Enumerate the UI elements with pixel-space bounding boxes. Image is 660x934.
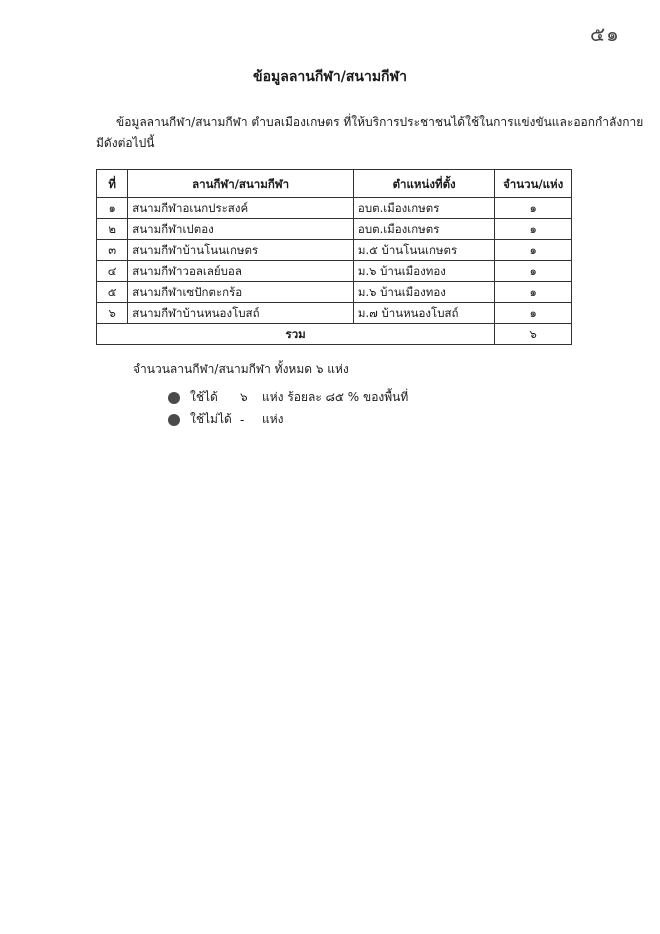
cell-count: ๑ xyxy=(495,282,572,303)
cell-location: ม.๖ บ้านเมืองทอง xyxy=(353,261,494,282)
summary-text: จำนวนลานกีฬา/สนามกีฬา ทั้งหมด ๖ แห่ง xyxy=(133,362,349,376)
bullet-dot-icon xyxy=(168,414,180,426)
cell-count: ๑ xyxy=(495,219,572,240)
status-value: - xyxy=(240,412,245,427)
status-unusable xyxy=(168,410,284,429)
table-row xyxy=(97,198,572,219)
total-value: ๖ xyxy=(495,324,572,345)
status-suffix: แห่ง xyxy=(262,412,284,426)
bullet-dot-icon xyxy=(168,392,180,404)
status-suffix: แห่ง ร้อยละ ๘๕ % ของพื้นที่ xyxy=(262,390,409,404)
status-label: ใช้ไม่ได้ xyxy=(190,412,232,426)
cell-count: ๑ xyxy=(495,198,572,219)
header-no: ที่ xyxy=(97,170,128,198)
cell-name: สนามกีฬาเปตอง xyxy=(128,219,354,240)
cell-no: ๓ xyxy=(97,240,128,261)
table-row xyxy=(97,282,572,303)
status-value: ๖ xyxy=(240,390,248,404)
cell-no: ๖ xyxy=(97,303,128,324)
cell-location: ม.๗ บ้านหนองโบสถ์ xyxy=(353,303,494,324)
cell-count: ๑ xyxy=(495,303,572,324)
cell-count: ๑ xyxy=(495,240,572,261)
table-row xyxy=(97,240,572,261)
cell-no: ๕ xyxy=(97,282,128,303)
page-title: ข้อมูลลานกีฬา/สนามกีฬา xyxy=(253,69,407,85)
table-row xyxy=(97,219,572,240)
cell-name: สนามกีฬาเซปักตะกร้อ xyxy=(128,282,354,303)
cell-location: ม.๖ บ้านเมืองทอง xyxy=(353,282,494,303)
cell-name: สนามกีฬาวอลเลย์บอล xyxy=(128,261,354,282)
sports-field-table xyxy=(96,169,572,345)
cell-no: ๒ xyxy=(97,219,128,240)
cell-location: อบต.เมืองเกษตร xyxy=(353,219,494,240)
cell-location: ม.๕ บ้านโนนเกษตร xyxy=(353,240,494,261)
cell-name: สนามกีฬาอเนกประสงค์ xyxy=(128,198,354,219)
intro-line-1: ข้อมูลลานกีฬา/สนามกีฬา ตำบลเมืองเกษตร ที่ให้บริการประชาชนได้ใช้ในการแข่งขันและออกกำลังกาย xyxy=(116,115,644,129)
table-row xyxy=(97,303,572,324)
intro-line-2: มีดังต่อไปนี้ xyxy=(96,136,155,150)
header-location: ตำแหน่งที่ตั้ง xyxy=(353,170,494,198)
cell-no: ๔ xyxy=(97,261,128,282)
total-row xyxy=(97,324,572,345)
cell-count: ๑ xyxy=(495,261,572,282)
cell-name: สนามกีฬาบ้านโนนเกษตร xyxy=(128,240,354,261)
table-row xyxy=(97,261,572,282)
intro-paragraph xyxy=(96,112,644,154)
header-count: จำนวน/แห่ง xyxy=(495,170,572,198)
cell-no: ๑ xyxy=(97,198,128,219)
cell-location: อบต.เมืองเกษตร xyxy=(353,198,494,219)
page-number: ๕๑ xyxy=(590,22,620,46)
header-name: ลานกีฬา/สนามกีฬา xyxy=(128,170,354,198)
total-label: รวม xyxy=(97,324,495,345)
status-label: ใช้ได้ xyxy=(190,390,218,404)
table-header-row xyxy=(97,170,572,198)
status-usable xyxy=(168,388,408,407)
cell-name: สนามกีฬาบ้านหนองโบสถ์ xyxy=(128,303,354,324)
